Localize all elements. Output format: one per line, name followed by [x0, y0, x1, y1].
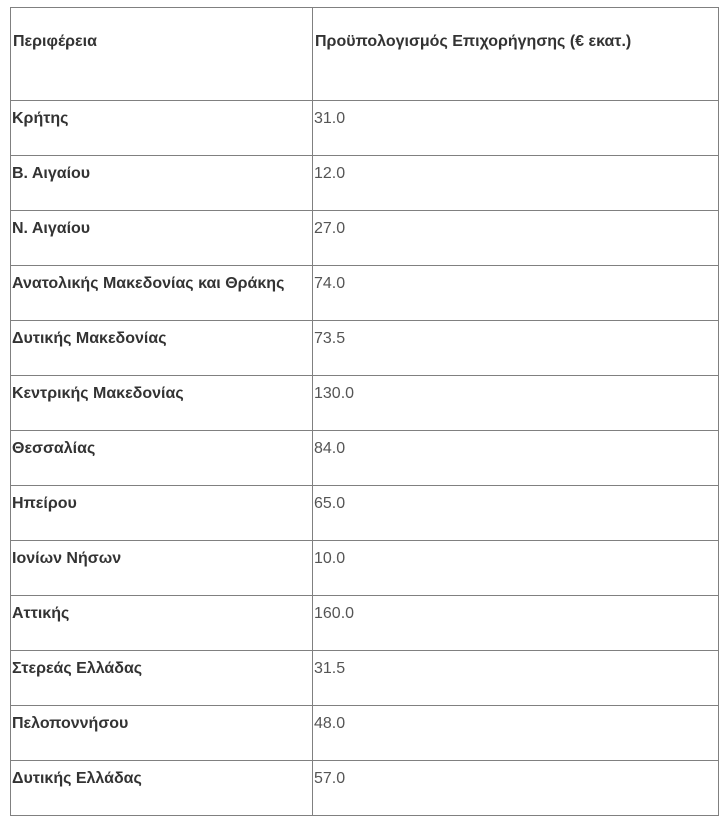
budget-cell: 31.5 — [313, 651, 719, 706]
table-row — [11, 211, 719, 266]
budget-cell: 57.0 — [313, 761, 719, 816]
table-header-row — [11, 8, 719, 101]
region-cell: Θεσσαλίας — [11, 431, 313, 486]
budget-cell: 10.0 — [313, 541, 719, 596]
region-cell: Δυτικής Ελλάδας — [11, 761, 313, 816]
budget-cell: 27.0 — [313, 211, 719, 266]
budget-cell: 160.0 — [313, 596, 719, 651]
table-row — [11, 706, 719, 761]
budget-cell: 130.0 — [313, 376, 719, 431]
region-cell: Κεντρικής Μακεδονίας — [11, 376, 313, 431]
grant-budget-table-container — [10, 7, 718, 816]
budget-cell: 65.0 — [313, 486, 719, 541]
header-grant-budget: Προϋπολογισμός Επιχορήγησης (€ εκατ.) — [313, 8, 719, 101]
budget-cell: 84.0 — [313, 431, 719, 486]
table-row — [11, 651, 719, 706]
budget-cell: 74.0 — [313, 266, 719, 321]
budget-cell: 48.0 — [313, 706, 719, 761]
budget-cell: 12.0 — [313, 156, 719, 211]
region-cell: Κρήτης — [11, 101, 313, 156]
region-cell: Πελοποννήσου — [11, 706, 313, 761]
region-cell: Στερεάς Ελλάδας — [11, 651, 313, 706]
region-cell: Β. Αιγαίου — [11, 156, 313, 211]
table-row — [11, 486, 719, 541]
table-row — [11, 156, 719, 211]
region-cell: Δυτικής Μακεδονίας — [11, 321, 313, 376]
table-row — [11, 596, 719, 651]
header-region: Περιφέρεια — [11, 8, 313, 101]
region-cell: Ανατολικής Μακεδονίας και Θράκης — [11, 266, 313, 321]
region-cell: Αττικής — [11, 596, 313, 651]
table-row — [11, 321, 719, 376]
table-row — [11, 431, 719, 486]
table-row — [11, 101, 719, 156]
region-cell: Ν. Αιγαίου — [11, 211, 313, 266]
grant-budget-table — [10, 7, 719, 816]
table-row — [11, 266, 719, 321]
region-cell: Ηπείρου — [11, 486, 313, 541]
table-row — [11, 761, 719, 816]
region-cell: Ιονίων Νήσων — [11, 541, 313, 596]
table-row — [11, 541, 719, 596]
budget-cell: 31.0 — [313, 101, 719, 156]
table-row — [11, 376, 719, 431]
budget-cell: 73.5 — [313, 321, 719, 376]
